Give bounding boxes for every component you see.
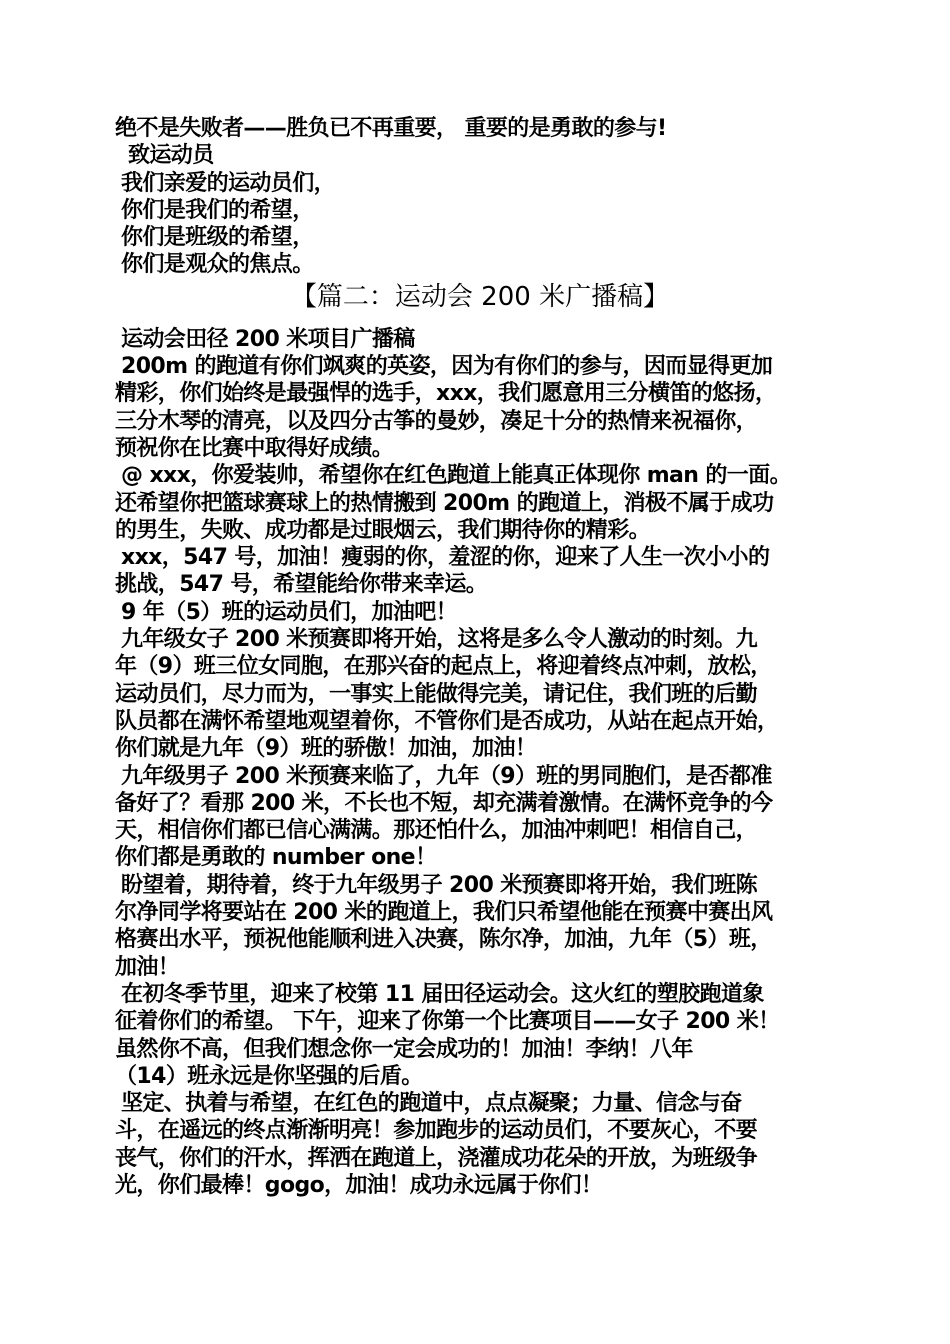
text-line: 还希望你把篮球赛球上的热情搬到 200m 的跑道上，消极不属于成功 bbox=[115, 490, 774, 516]
paragraph bbox=[115, 1090, 845, 1199]
text-line: 备好了？看那 200 米，不长也不短，却充满着激情。在满怀竞争的今 bbox=[115, 790, 773, 816]
text-line: xxx，547 号，加油！瘦弱的你，羞涩的你，迎来了人生一次小小的 bbox=[121, 545, 770, 571]
section-heading: 【篇二：运动会 200 米广播稿】 bbox=[290, 281, 670, 312]
text-line: 你们就是九年（9）班的骄傲！加油，加油！ bbox=[115, 736, 537, 762]
text-line: 9 年（5）班的运动员们，加油吧！ bbox=[121, 599, 458, 625]
text-line: 运动员们，尽力而为，一事实上能做得完美，请记住，我们班的后勤 bbox=[115, 681, 758, 707]
paragraph bbox=[115, 872, 845, 981]
paragraph bbox=[115, 353, 845, 462]
text-line: 精彩，你们始终是最强悍的选手，xxx，我们愿意用三分横笛的悠扬， bbox=[115, 381, 777, 407]
text-line: 坚定、执着与希望，在红色的跑道中，点点凝聚；力量、信念与奋 bbox=[121, 1091, 742, 1117]
text-line: 在初冬季节里，迎来了校第 11 届田径运动会。这火红的塑胶跑道象 bbox=[121, 981, 764, 1007]
text-line: 的男生，失败、成功都是过眼烟云，我们期待你的精彩。 bbox=[115, 517, 651, 543]
text-line: 绝不是失败者——胜负已不再重要， 重要的是勇敢的参与! bbox=[115, 116, 667, 141]
section-subtitle: 运动会田径 200 米项目广播稿 bbox=[121, 326, 415, 352]
text-line: 队员都在满怀希望地观望着你，不管你们是否成功，从站在起点开始， bbox=[115, 708, 779, 734]
text-line: 尔净同学将要站在 200 米的跑道上，我们只希望他能在预赛中赛出风 bbox=[115, 900, 773, 926]
text-line: 九年级男子 200 米预赛来临了，九年（9）班的男同胞们，是否都准 bbox=[121, 763, 772, 789]
paragraph bbox=[115, 763, 845, 872]
text-line: 斗，在遥远的终点渐渐明亮！参加跑步的运动员们，不要灰心，不要 bbox=[115, 1118, 758, 1144]
text-line: 格赛出水平，预祝他能顺利进入决赛，陈尔净，加油，九年（5）班， bbox=[115, 927, 772, 953]
document-body bbox=[115, 115, 845, 1199]
text-line: 三分木琴的清亮，以及四分古筝的曼妙，凑足十分的热情来祝福你， bbox=[115, 408, 758, 434]
text-line: 年（9）班三位女同胞，在那兴奋的起点上，将迎着终点冲刺，放松， bbox=[115, 654, 772, 680]
text-line: （14）班永远是你坚强的后盾。 bbox=[115, 1063, 423, 1089]
text-line: 你们是观众的焦点。 bbox=[121, 252, 314, 278]
text-line: 我们亲爱的运动员们， bbox=[121, 170, 336, 196]
text-line: 200m 的跑道有你们飒爽的英姿，因为有你们的参与，因而显得更加 bbox=[121, 354, 773, 380]
text-line: 你们是班级的希望， bbox=[121, 225, 314, 251]
text-line: 你们都是勇敢的 number one！ bbox=[115, 845, 437, 871]
greeting-title: 致运动员 bbox=[128, 143, 214, 169]
text-line: 盼望着，期待着，终于九年级男子 200 米预赛即将开始，我们班陈 bbox=[121, 872, 758, 898]
text-line: 丧气，你们的汗水，挥洒在跑道上，浇灌成功花朵的开放，为班级争 bbox=[115, 1145, 758, 1171]
paragraph bbox=[115, 981, 845, 1090]
text-line: 虽然你不高，但我们想念你一定会成功的！加油！李纳！八年 bbox=[115, 1036, 693, 1062]
paragraph bbox=[115, 462, 845, 544]
paragraph bbox=[115, 544, 845, 599]
text-line: 天，相信你们都已信心满满。那还怕什么，加油冲刺吧！相信自己， bbox=[115, 818, 758, 844]
paragraph bbox=[115, 626, 845, 762]
text-line: 加油！ bbox=[115, 954, 180, 980]
text-line: 光，你们最棒！gogo，加油！成功永远属于你们！ bbox=[115, 1172, 603, 1198]
text-line: 九年级女子 200 米预赛即将开始，这将是多么令人激动的时刻。九 bbox=[121, 627, 758, 653]
text-line: 预祝你在比赛中取得好成绩。 bbox=[115, 435, 394, 461]
text-line: 挑战，547 号，希望能给你带来幸运。 bbox=[115, 572, 488, 598]
text-line: 你们是我们的希望， bbox=[121, 197, 314, 223]
paragraph bbox=[115, 599, 845, 626]
text-line: 征着你们的希望。 下午，迎来了你第一个比赛项目——女子 200 米！ bbox=[115, 1009, 780, 1035]
text-line: @ xxx，你爱装帅，希望你在红色跑道上能真正体现你 man 的一面。 bbox=[121, 463, 791, 489]
